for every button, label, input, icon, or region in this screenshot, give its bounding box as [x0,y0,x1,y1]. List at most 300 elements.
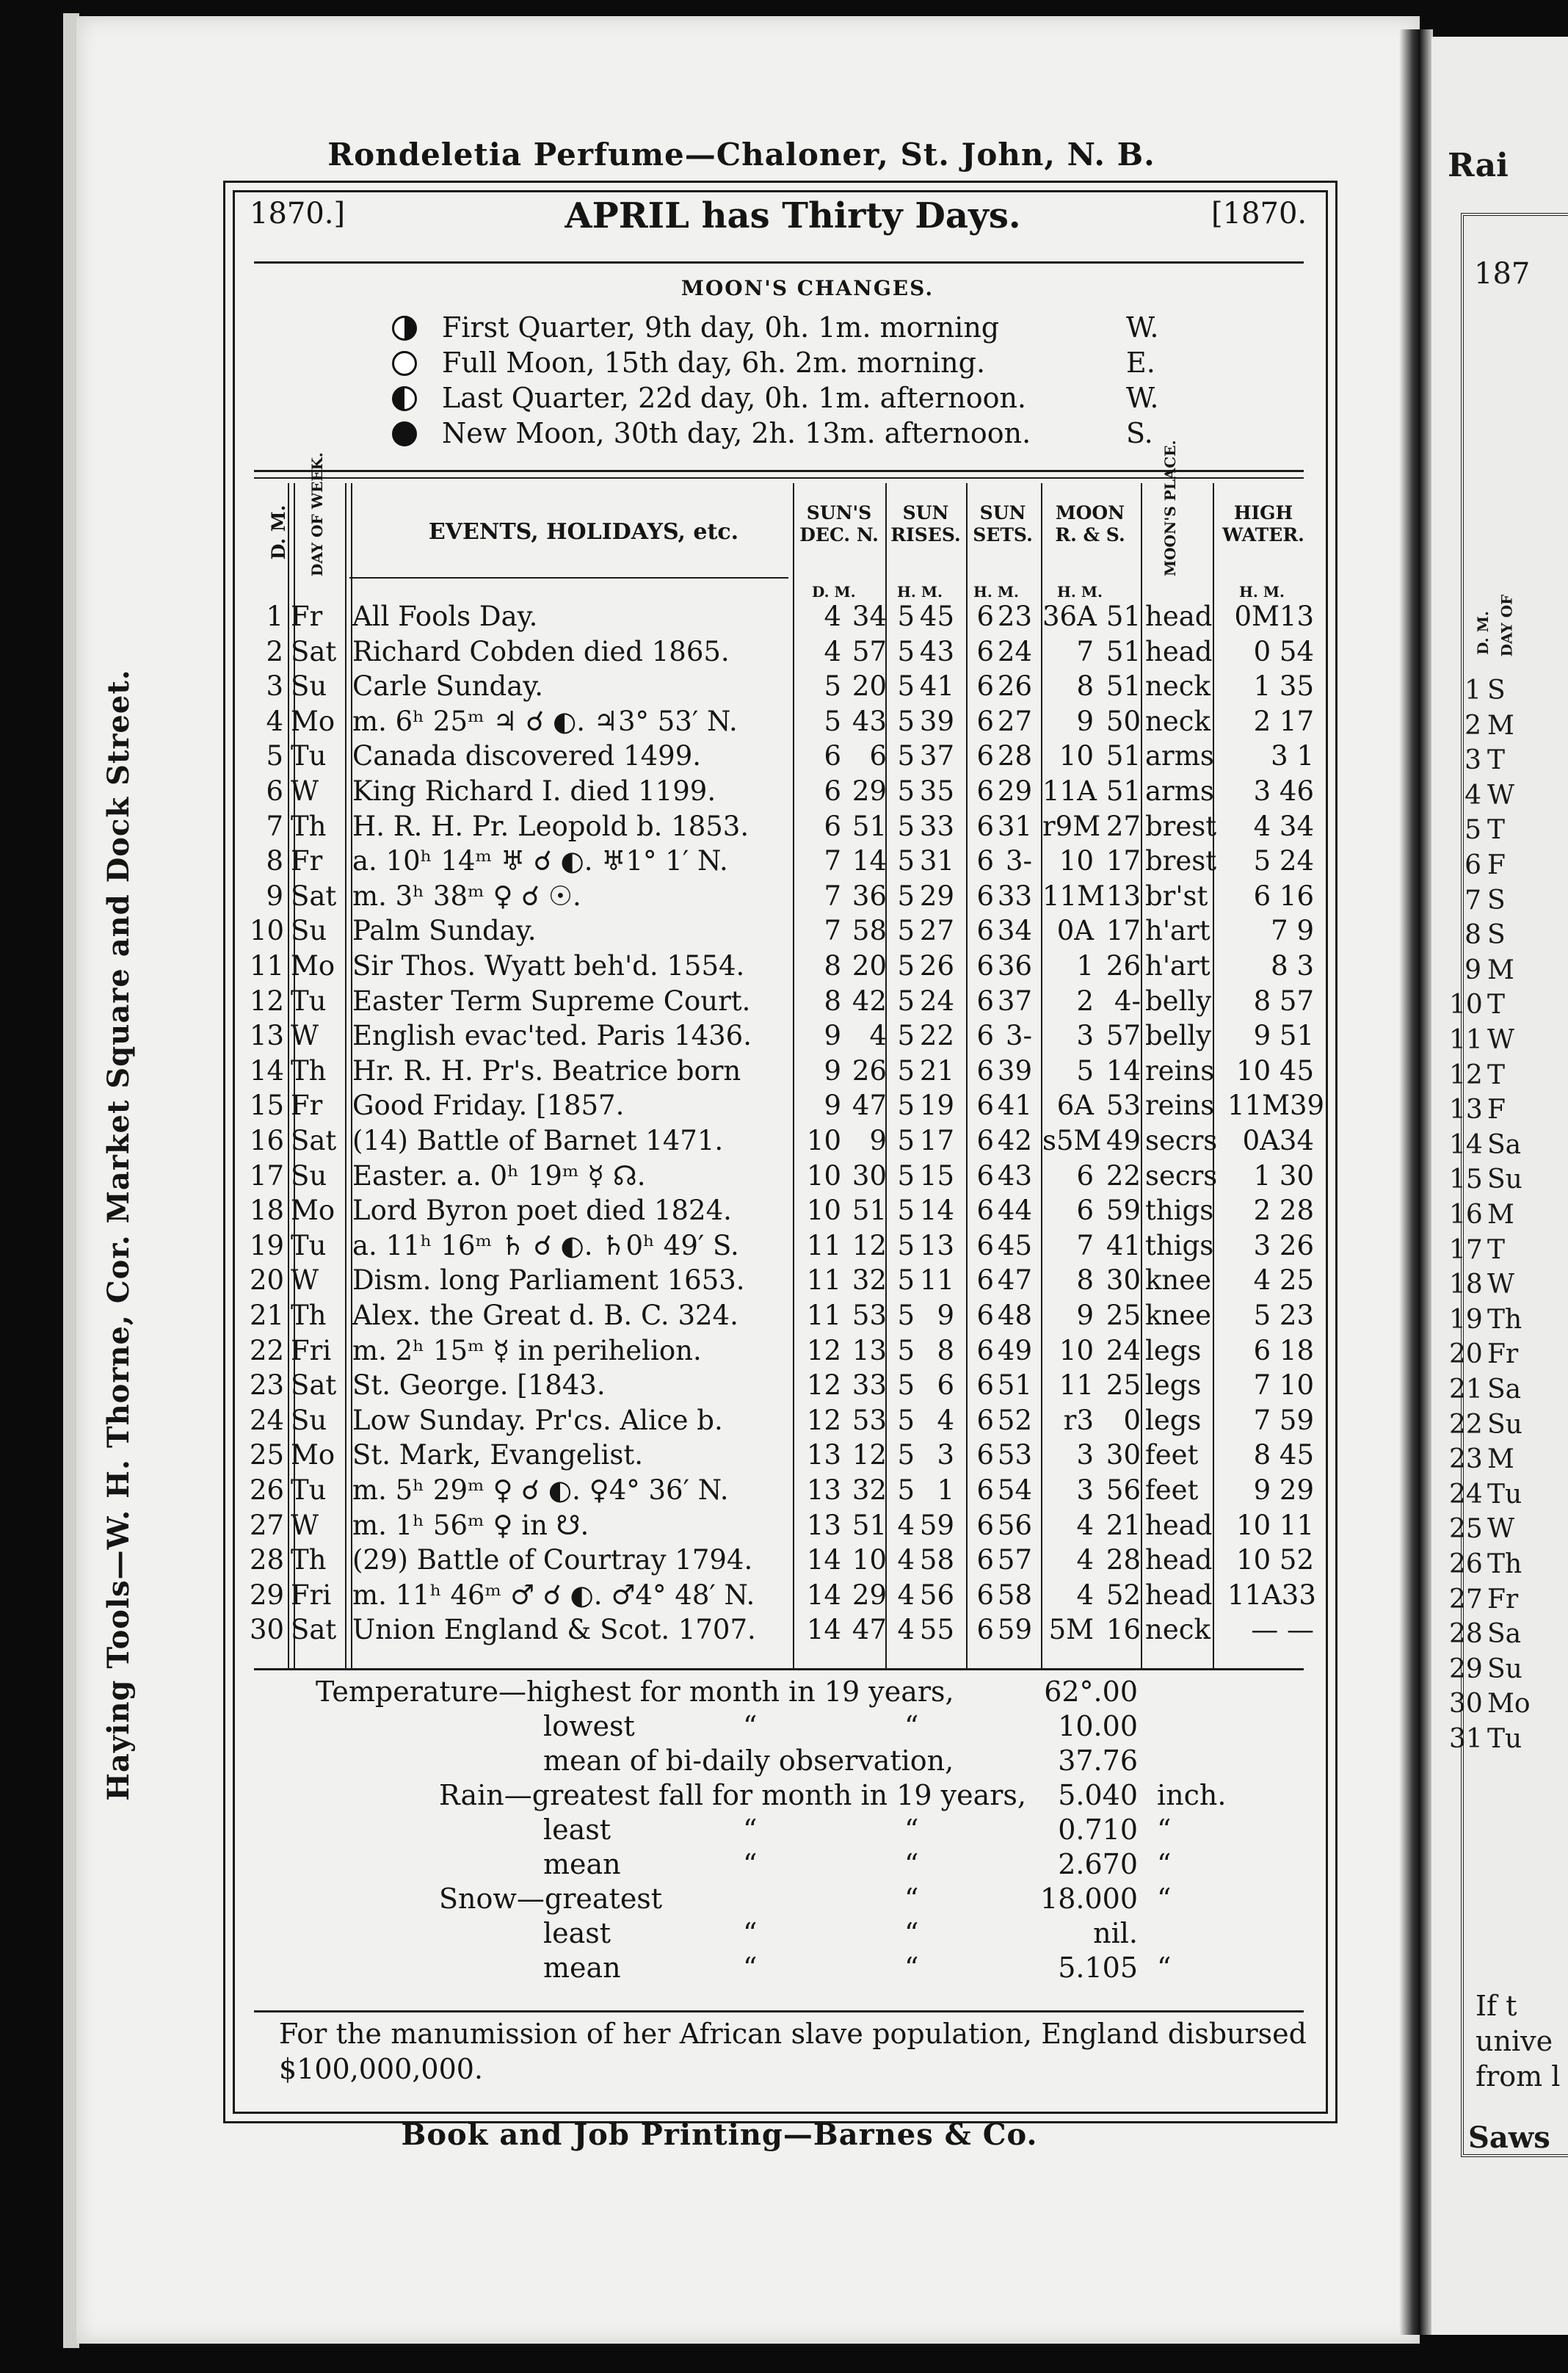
facing-weekday: S [1487,885,1506,916]
sunset-minute: 44 [997,1195,1032,1227]
sunset-minute: 54 [997,1474,1032,1506]
moon-phase-row [392,382,1199,417]
sunset-hour: 6 [976,775,994,807]
moon-rs-minute: 17 [1106,845,1141,877]
day-row [250,1090,1325,1125]
stat-ditto: “ [904,1917,919,1949]
sunrise-minute: 35 [919,775,954,807]
stat-label: mean of bi-daily observation, [543,1745,954,1777]
facing-weekday: Sa [1487,1619,1522,1650]
day-row [250,1439,1314,1474]
moon-rs-minute: 51 [1106,601,1141,632]
sun-dec-minutes: 26 [852,1054,887,1087]
moon-rs-minute: 30 [1106,1439,1141,1471]
day-of-month: 26 [250,1474,285,1506]
moon-phase-direction: E. [1126,347,1155,379]
sun-dec-degrees: 12 [806,1334,841,1366]
sunrise-minute: 29 [919,880,954,912]
sunrise-hour: 4 [897,1579,915,1611]
moon-rs-minute: 4- [1114,985,1141,1017]
day-row [250,1300,1314,1335]
high-water: 4 25 [1253,1264,1314,1297]
moon-place: br'st [1145,880,1208,912]
day-of-month: 14 [250,1054,285,1087]
day-of-week: Fr [291,845,323,877]
event-text: (29) Battle of Courtray 1794. [352,1544,753,1576]
sunrise-hour: 5 [897,1404,915,1436]
moon-rs-hour: 11M [1042,880,1105,912]
sunrise-hour: 5 [897,810,915,842]
sunset-minute: 3- [1005,1020,1032,1052]
day-of-month: 17 [250,1159,285,1192]
day-of-week: Fri [291,1334,332,1366]
stat-unit: “ [1157,1952,1172,1984]
sunset-minute: 3- [1005,845,1032,877]
facing-day-number: 16 [1449,1200,1483,1230]
col-head-sun-sets: SUN SETS. [973,502,1033,546]
stat-value: 2.670 [1058,1848,1138,1880]
moon-place: neck [1145,670,1211,703]
sunrise-minute: 55 [919,1614,954,1646]
day-of-month: 15 [250,1090,285,1122]
stat-ditto: “ [904,1814,919,1846]
sun-dec-minutes: 10 [852,1544,887,1576]
sun-dec-degrees: 12 [806,1369,841,1402]
moon-phase-text: First Quarter, 9th day, 0h. 1m. morning [442,311,1000,344]
event-text: a. 11ʰ 16ᵐ ♄ ☌ ◐. ♄0ʰ 49′ S. [352,1229,739,1261]
facing-day-number: 26 [1449,1549,1483,1579]
sun-dec-degrees: 10 [806,1195,841,1227]
footer-advertisement: Book and Job Printing—Barnes & Co. [401,2117,1038,2152]
sun-dec-minutes: 47 [852,1614,887,1646]
moon-rs-hour: r3 [1063,1404,1094,1436]
day-of-week: Sat [291,1614,337,1646]
day-of-week: Th [291,810,327,842]
sun-dec-minutes: 53 [852,1300,887,1331]
sunrise-minute: 45 [919,601,954,632]
sunset-hour: 6 [976,1054,994,1087]
facing-weekday: Fr [1487,1584,1519,1615]
day-of-week: Th [291,1544,327,1576]
sunset-hour: 6 [976,985,994,1017]
sunset-minute: 57 [997,1544,1032,1576]
stat-value: 5.105 [1058,1952,1138,1984]
stat-unit: “ [1157,1814,1172,1846]
moon-place: reins [1145,1054,1215,1087]
facing-day-number: 1 [1464,675,1481,706]
moon-rs-minute: 27 [1106,810,1141,842]
sunset-minute: 27 [997,705,1032,737]
sun-dec-degrees: 6 [824,810,841,842]
day-of-month: 10 [250,915,285,947]
facing-day-number: 18 [1449,1269,1483,1300]
moon-rs-hour: 10 [1059,740,1094,772]
day-of-week: Sat [291,1125,337,1156]
high-water: 1 30 [1253,1159,1314,1192]
moon-place: secrs [1145,1159,1218,1192]
moon-rs-minute: 21 [1106,1509,1141,1541]
sun-dec-degrees: 5 [824,670,841,703]
sunrise-minute: 59 [919,1509,954,1541]
day-row [250,601,1314,636]
event-text: English evac'ted. Paris 1436. [352,1020,752,1052]
day-row [250,1055,1314,1090]
col-head-sun-rises: SUN RISES. [890,502,961,546]
moon-place: knee [1145,1300,1212,1331]
facing-day-number: 21 [1449,1374,1483,1405]
event-text: St. Mark, Evangelist. [352,1439,643,1471]
facing-weekday: M [1487,710,1514,741]
day-of-week: Tu [291,985,327,1017]
facing-day-number: 24 [1449,1479,1483,1510]
day-of-month: 12 [250,985,285,1017]
facing-weekday: T [1487,990,1506,1021]
sun-dec-degrees: 8 [824,950,841,982]
facing-weekday: W [1487,1025,1515,1055]
sunset-minute: 24 [997,635,1032,667]
facing-note-line: unive [1476,2025,1553,2057]
moon-rs-hour: r9M [1042,810,1101,842]
day-of-month: 13 [250,1020,285,1052]
unit-hm-moon: H. M. [1057,583,1103,601]
sunrise-hour: 5 [897,950,915,982]
day-of-week: Mo [291,1439,335,1471]
moon-rs-minute: 24 [1106,1334,1141,1366]
moon-place: head [1145,1544,1213,1576]
day-of-week: Th [291,1300,327,1331]
sun-dec-minutes: 32 [852,1264,887,1297]
sunrise-minute: 27 [919,915,954,947]
facing-col-dow: DAY OF [1498,594,1516,657]
moon-rs-minute: 50 [1106,705,1141,737]
sun-dec-minutes: 58 [852,915,887,947]
day-of-month: 19 [250,1229,285,1261]
sunrise-hour: 5 [897,670,915,703]
col-head-dow: DAY OF WEEK. [308,452,326,576]
moon-rs-hour: 3 [1076,1474,1094,1506]
moon-rs-hour: 3 [1076,1020,1094,1052]
sunrise-minute: 41 [919,670,954,703]
moon-place: feet [1145,1439,1199,1471]
sunset-minute: 43 [997,1159,1032,1192]
day-of-month: 4 [266,705,283,737]
sun-dec-degrees: 13 [806,1474,841,1506]
facing-day-number: 30 [1449,1689,1483,1720]
sun-dec-minutes: 12 [852,1439,887,1471]
side-advertisement: Haying Tools—W. H. Thorne, Cor. Market Square and Dock Street. [101,669,136,1801]
sun-dec-degrees: 13 [806,1439,841,1471]
sunset-hour: 6 [976,670,994,703]
facing-weekday: Su [1487,1653,1522,1684]
sun-dec-minutes: 57 [852,635,887,667]
sun-dec-minutes: 51 [852,1195,887,1227]
facing-weekday: F [1487,1095,1506,1126]
event-text: St. George. [1843. [352,1369,606,1402]
sunrise-hour: 5 [897,705,915,737]
moon-changes-heading: MOON'S CHANGES. [680,276,934,300]
sunset-hour: 6 [976,950,994,982]
moon-place: head [1145,635,1213,667]
sunset-hour: 6 [976,1474,994,1506]
sunrise-minute: 58 [919,1544,954,1576]
day-of-month: 21 [250,1300,285,1331]
high-water: 3 26 [1253,1229,1314,1261]
sun-dec-minutes: 34 [852,601,887,632]
moon-place: h'art [1145,950,1211,982]
event-text: m. 2ʰ 15ᵐ ☿ in perihelion. [352,1334,702,1366]
sunset-minute: 59 [997,1614,1032,1646]
moon-rs-hour: 6 [1076,1159,1094,1192]
sunrise-minute: 4 [937,1404,954,1436]
sunset-minute: 48 [997,1300,1032,1331]
facing-day-number: 19 [1449,1304,1483,1335]
moon-rs-minute: 25 [1106,1300,1141,1331]
sunrise-minute: 24 [919,985,954,1017]
sunset-hour: 6 [976,1509,994,1541]
sun-dec-minutes: 13 [852,1334,887,1366]
moon-place: knee [1145,1264,1212,1297]
event-text: Carle Sunday. [352,670,544,703]
day-of-month: 28 [250,1544,285,1576]
day-row [250,636,1314,671]
sun-dec-degrees: 7 [824,845,841,877]
moon-rs-hour: 8 [1076,670,1094,703]
sunrise-hour: 4 [897,1509,915,1541]
unit-hm-set: H. M. [973,583,1019,601]
facing-weekday: Th [1487,1304,1522,1335]
sunrise-hour: 5 [897,775,915,807]
high-water: 6 18 [1253,1334,1314,1366]
facing-weekday: Tu [1487,1479,1522,1510]
day-of-week: Tu [291,740,327,772]
moon-rs-hour: 3 [1076,1439,1094,1471]
day-row [250,1160,1314,1195]
sun-dec-degrees: 4 [824,635,841,667]
sun-dec-minutes: 51 [852,1509,887,1541]
high-water: 10 11 [1236,1509,1314,1541]
stat-value: 10.00 [1058,1710,1138,1742]
header-advertisement: Rondeletia Perfume—Chaloner, St. John, N. B. [327,137,1155,173]
sun-dec-minutes: 9 [869,1125,887,1156]
high-water: 3 46 [1253,775,1314,807]
moon-rs-hour: 9 [1076,705,1094,737]
stat-unit: “ [1157,1883,1172,1915]
day-of-week: W [291,1509,319,1541]
stat-ditto: “ [904,1952,919,1984]
sunrise-minute: 26 [919,950,954,982]
stat-value: 5.040 [1058,1779,1138,1811]
sunrise-hour: 5 [897,1195,915,1227]
day-row [250,1405,1314,1440]
sunset-minute: 36 [997,950,1032,982]
col-head-events: EVENTS, HOLIDAYS, etc. [428,519,739,545]
facing-page-footer: Saws [1468,2120,1550,2155]
sunrise-hour: 5 [897,740,915,772]
stat-label: mean [543,1848,621,1880]
high-water: 0A34 [1242,1125,1314,1156]
stat-label: Temperature—highest for month in 19 years, [316,1675,954,1708]
moon-place: belly [1145,985,1212,1017]
sunrise-hour: 5 [897,1439,915,1471]
high-water: 4 34 [1253,810,1314,842]
day-row [250,1614,1314,1649]
moon-rs-hour: 5M [1048,1614,1094,1646]
high-water: — — [1251,1614,1314,1646]
moon-phase-direction: W. [1126,382,1159,414]
sunset-minute: 52 [997,1404,1032,1436]
sunset-minute: 53 [997,1439,1032,1471]
col-head-moon-rs: MOON R. & S. [1055,502,1125,546]
sunset-hour: 6 [976,1264,994,1297]
moon-rs-minute: 56 [1106,1474,1141,1506]
high-water: 5 24 [1253,845,1314,877]
facing-page-header: Rai [1448,147,1509,184]
moon-rs-minute: 17 [1106,915,1141,947]
high-water: 8 57 [1253,985,1314,1017]
day-of-month: 2 [266,635,283,667]
sunrise-hour: 4 [897,1614,915,1646]
high-water: 5 23 [1253,1300,1314,1331]
sunset-hour: 6 [976,915,994,947]
moon-place: head [1145,601,1213,632]
last-quarter-icon [392,386,417,411]
sun-dec-degrees: 9 [824,1090,841,1122]
moon-place: arms [1145,775,1214,807]
sun-dec-degrees: 10 [806,1125,841,1156]
day-row [250,1125,1314,1160]
stat-ditto: “ [743,1814,758,1846]
moon-rs-hour: s5M [1042,1125,1102,1156]
day-of-month: 20 [250,1264,285,1297]
sunrise-minute: 3 [937,1439,954,1471]
sunset-minute: 23 [997,601,1032,632]
high-water: 1 35 [1253,670,1314,703]
sun-dec-minutes: 29 [852,775,887,807]
new-moon-icon [392,421,417,446]
stat-label: Snow—greatest [439,1883,663,1915]
moon-phase-direction: W. [1126,311,1159,344]
moon-phase-text: Last Quarter, 22d day, 0h. 1m. afternoon. [442,382,1027,414]
moon-rs-minute: 13 [1106,880,1141,912]
day-row [250,740,1314,775]
day-of-week: Fri [291,1579,332,1611]
stat-value: nil. [1093,1917,1138,1949]
day-of-week: Su [291,915,327,947]
day-of-month: 3 [266,670,283,703]
moon-rs-minute: 51 [1106,670,1141,703]
full-moon-icon [392,351,417,376]
day-row [250,1510,1314,1545]
high-water: 2 17 [1253,705,1314,737]
moon-rs-minute: 53 [1106,1090,1141,1122]
moon-rs-hour: 11 [1059,1369,1094,1402]
sun-dec-minutes: 4 [869,1020,887,1052]
sun-dec-minutes: 53 [852,1404,887,1436]
moon-rs-minute: 59 [1106,1195,1141,1227]
moon-rs-hour: 2 [1076,985,1094,1017]
sun-dec-degrees: 5 [824,705,841,737]
sunrise-minute: 37 [919,740,954,772]
moon-rs-hour: 4 [1076,1579,1094,1611]
day-of-month: 18 [250,1195,285,1227]
sunrise-hour: 5 [897,1054,915,1087]
day-of-week: Mo [291,705,335,737]
sunrise-hour: 5 [897,601,915,632]
sunset-hour: 6 [976,601,994,632]
sunrise-minute: 17 [919,1125,954,1156]
facing-weekday: Th [1487,1549,1522,1579]
sunrise-minute: 43 [919,635,954,667]
moon-rs-hour: 9 [1076,1300,1094,1331]
high-water: 8 3 [1271,950,1314,982]
stat-label: Rain—greatest fall for month in 19 years, [439,1779,1027,1811]
facing-day-number: 4 [1464,780,1481,811]
facing-day-number: 29 [1449,1653,1483,1684]
moon-rs-minute: 41 [1106,1229,1141,1261]
day-row [250,1369,1314,1405]
facing-day-number: 20 [1449,1339,1483,1370]
moon-rs-minute: 51 [1106,775,1141,807]
sunrise-hour: 5 [897,1125,915,1156]
unit-hm-water: H. M. [1239,583,1285,601]
sun-dec-minutes: 51 [852,810,887,842]
day-of-week: Fr [291,601,323,632]
sun-dec-minutes: 6 [869,740,887,772]
sun-dec-minutes: 20 [852,670,887,703]
event-text: m. 5ʰ 29ᵐ ♀ ☌ ◐. ♀4° 36′ N. [352,1474,729,1506]
sun-dec-minutes: 42 [852,985,887,1017]
facing-weekday: M [1487,1200,1514,1230]
moon-rs-minute: 51 [1106,740,1141,772]
facing-day-number: 11 [1449,1025,1483,1055]
facing-weekday: T [1487,745,1506,776]
stat-ditto: “ [743,1952,758,1984]
sun-dec-minutes: 30 [852,1159,887,1192]
moon-rs-minute: 16 [1106,1614,1141,1646]
moon-place: neck [1145,705,1211,737]
facing-weekday: W [1487,1269,1515,1300]
sunrise-hour: 5 [897,1369,915,1402]
facing-weekday: M [1487,1444,1514,1475]
facing-weekday: F [1487,850,1506,880]
sunset-hour: 6 [976,1544,994,1576]
facing-day-number: 13 [1449,1095,1483,1126]
facing-day-number: 14 [1449,1129,1483,1160]
facing-day-number: 22 [1449,1409,1483,1440]
facing-day-number: 9 [1464,954,1481,985]
sun-dec-degrees: 11 [806,1300,841,1331]
sun-dec-degrees: 8 [824,985,841,1017]
moon-rs-hour: 4 [1076,1544,1094,1576]
footnote: For the manumission of her African slave population, England disbursed $100,000,000. [279,2018,1307,2085]
stat-value: 0.710 [1058,1814,1138,1846]
stat-ditto: “ [743,1710,758,1742]
day-of-week: W [291,1264,319,1297]
high-water: 7 9 [1271,915,1314,947]
event-text: (14) Battle of Barnet 1471. [352,1125,724,1156]
day-of-week: Mo [291,950,335,982]
day-of-week: Mo [291,1195,335,1227]
stat-ditto: “ [743,1848,758,1880]
moon-place: thigs [1145,1229,1214,1261]
sunrise-hour: 5 [897,1090,915,1122]
moon-rs-hour: 7 [1076,635,1094,667]
event-text: Low Sunday. Pr'cs. Alice b. [352,1404,723,1436]
day-of-month: 25 [250,1439,285,1471]
sunrise-minute: 6 [937,1369,954,1402]
moon-phase-text: Full Moon, 15th day, 6h. 2m. morning. [442,347,986,379]
event-text: All Fools Day. [352,601,538,632]
